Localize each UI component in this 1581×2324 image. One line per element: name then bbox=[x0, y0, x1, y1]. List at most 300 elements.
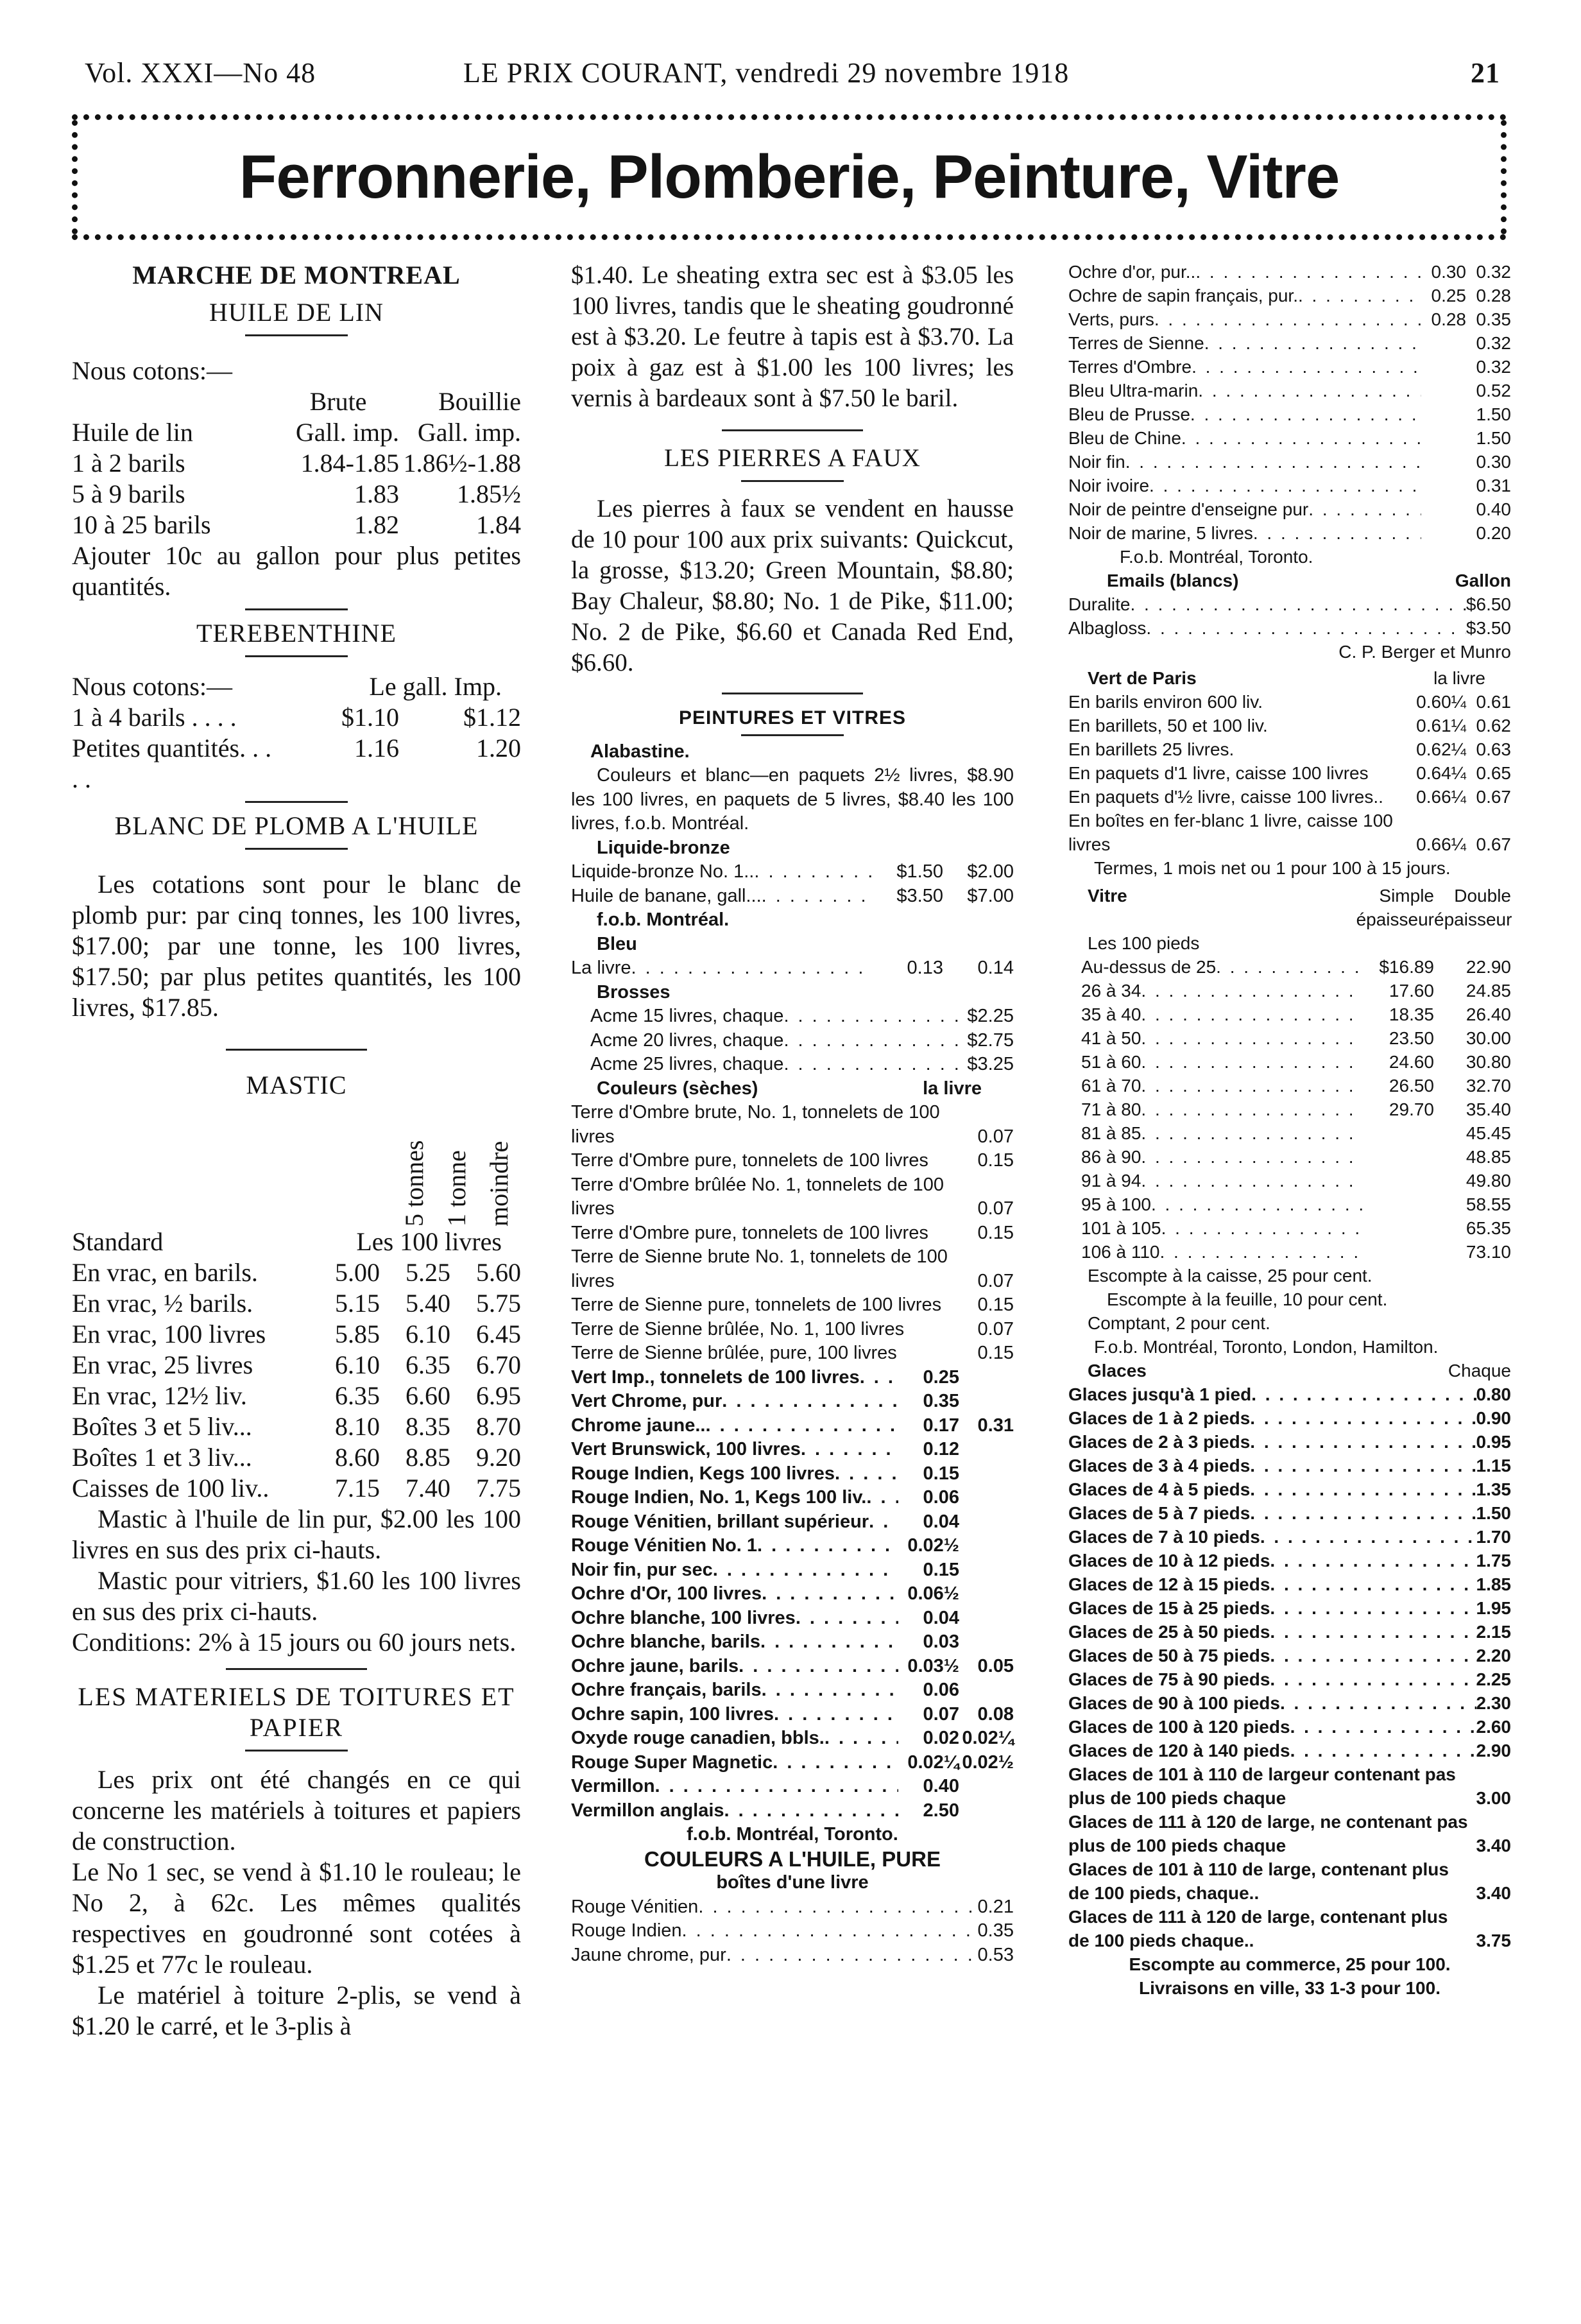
colour-price-row bbox=[1068, 284, 1511, 307]
huile-heading: HUILE DE LIN bbox=[209, 298, 384, 327]
item-price: 6.45 bbox=[476, 1320, 521, 1348]
couleur-row bbox=[571, 1655, 1014, 1679]
huile-row bbox=[72, 479, 521, 510]
dot-leader bbox=[1216, 955, 1363, 979]
column-3 bbox=[1068, 260, 1511, 2000]
item-price: 6.60 bbox=[406, 1381, 450, 1410]
email-row bbox=[1068, 592, 1511, 616]
item-price: 35.40 bbox=[1466, 1099, 1511, 1119]
item-price: 7.75 bbox=[476, 1474, 521, 1502]
item-price: 0.64¼ bbox=[1416, 763, 1466, 783]
terebenthine-row bbox=[72, 702, 521, 733]
colour-price-row bbox=[1068, 426, 1511, 450]
publication-title: LE PRIX COURANT, vendredi 29 novembre 1918 bbox=[463, 57, 1070, 89]
item-label: 26 à 34 bbox=[1081, 981, 1141, 1001]
item-label: Jaune chrome, pur bbox=[571, 1944, 726, 1965]
item-price: 8.70 bbox=[476, 1412, 521, 1441]
item-price: 0.40 bbox=[1476, 499, 1511, 519]
item-label: 91 à 94 bbox=[1081, 1171, 1141, 1191]
item-price: 0.32 bbox=[1476, 357, 1511, 377]
item-price bbox=[1421, 331, 1466, 355]
item-label: Rouge Vénitien No. 1 bbox=[571, 1535, 758, 1556]
glace-row bbox=[1068, 1905, 1511, 1952]
item-price: 0.08 bbox=[977, 1703, 1014, 1725]
mastic-row bbox=[72, 1442, 521, 1473]
item-price: 0.67 bbox=[1476, 834, 1511, 854]
vitre-row bbox=[1068, 1097, 1511, 1121]
couleurs2-table bbox=[571, 1366, 1014, 1823]
item-price: 49.80 bbox=[1466, 1171, 1511, 1191]
section-title: Ferronnerie, Plomberie, Peinture, Vitre bbox=[239, 142, 1340, 211]
email-row bbox=[1068, 616, 1511, 640]
item-label: Glaces de 7 à 10 pieds bbox=[1068, 1527, 1260, 1547]
dot-leader bbox=[739, 1655, 898, 1679]
couleur-row bbox=[571, 1341, 1014, 1366]
huile-pure-row bbox=[571, 1919, 1014, 1943]
item-price: 0.35 bbox=[977, 1920, 1014, 1941]
item-label: 86 à 90 bbox=[1081, 1147, 1141, 1167]
dot-leader bbox=[1270, 1572, 1476, 1596]
item-price bbox=[959, 1366, 1014, 1390]
mastic-table bbox=[72, 1105, 521, 1504]
item-label: Rouge Indien, No. 1, Kegs 100 liv. bbox=[571, 1487, 867, 1508]
item-price: 5.25 bbox=[406, 1258, 450, 1287]
item-price: 0.03 bbox=[923, 1631, 959, 1652]
couleur-row bbox=[571, 1630, 1014, 1655]
huile-row bbox=[72, 448, 521, 479]
item-label: Boîtes 1 et 3 liv... bbox=[72, 1443, 252, 1472]
couleur-row bbox=[571, 1462, 1014, 1486]
glace-row bbox=[1068, 1501, 1511, 1525]
couleur-row bbox=[571, 1799, 1014, 1823]
item-label: Ochre blanche, barils bbox=[571, 1631, 760, 1652]
item-price bbox=[959, 1510, 1014, 1535]
dot-leader bbox=[762, 884, 873, 909]
item-price bbox=[1363, 1216, 1434, 1240]
item-price bbox=[1421, 450, 1466, 474]
dot-leader bbox=[754, 860, 873, 884]
item-label: Acme 20 livres, chaque bbox=[590, 1029, 784, 1051]
vitre-row bbox=[1068, 979, 1511, 1003]
item-price: 1.35 bbox=[1476, 1479, 1511, 1499]
item-price: 0.06½ bbox=[907, 1583, 959, 1604]
item-price bbox=[1363, 1145, 1434, 1169]
item-price: 0.07 bbox=[923, 1703, 959, 1725]
item-price bbox=[959, 1630, 1014, 1655]
mastic-column-headers: 5 tonnes 1 tonne moindre bbox=[400, 1140, 513, 1227]
glace-row bbox=[1068, 1596, 1511, 1620]
item-price: 5.75 bbox=[476, 1289, 521, 1318]
item-price: 0.17 bbox=[923, 1415, 959, 1436]
item-label: En barils environ 600 liv. bbox=[1068, 692, 1263, 712]
item-label: Verts, purs bbox=[1068, 309, 1154, 329]
item-price: 0.53 bbox=[977, 1944, 1014, 1965]
item-price: 32.70 bbox=[1466, 1076, 1511, 1096]
vitre-hdr: Vitre Simple épaisseur Double épaisseur bbox=[1088, 886, 1512, 929]
glace-row bbox=[1068, 1620, 1511, 1644]
item-price: 0.15 bbox=[923, 1559, 959, 1580]
mastic-p1: Mastic à l'huile de lin pur, $2.00 les 100 livres en sus des prix ci-hauts. bbox=[72, 1504, 521, 1564]
item-label: Glaces de 101 à 110 de largeur contenant pas plus de 100 pieds chaque bbox=[1068, 1764, 1456, 1808]
item-price: 1.83 bbox=[354, 479, 399, 508]
item-price bbox=[1421, 402, 1466, 426]
glace-row bbox=[1068, 1644, 1511, 1667]
terebenthine-hdr: Nous cotons:— Le gall. Imp. bbox=[72, 672, 502, 701]
item-label: Rouge Indien, Kegs 100 livres bbox=[571, 1463, 835, 1484]
item-label: Glaces de 15 à 25 pieds bbox=[1068, 1598, 1270, 1618]
divider bbox=[245, 334, 348, 336]
item-price: 30.00 bbox=[1466, 1028, 1511, 1048]
item-label: Glaces de 50 à 75 pieds bbox=[1068, 1646, 1270, 1666]
item-price: 8.35 bbox=[406, 1412, 450, 1441]
item-price: 8.60 bbox=[335, 1443, 380, 1472]
item-label: 95 à 100 bbox=[1081, 1194, 1151, 1214]
item-price: 1.85½ bbox=[457, 479, 521, 508]
item-price: 2.90 bbox=[1476, 1741, 1511, 1760]
item-label: Vermillon anglais bbox=[571, 1800, 724, 1821]
item-price: 0.62¼ bbox=[1416, 739, 1466, 759]
item-label: Ochre d'Or, 100 livres bbox=[571, 1583, 762, 1604]
item-price: 2.30 bbox=[1476, 1693, 1511, 1713]
livraisons: Livraisons en ville, 33 1-3 pour 100. bbox=[1139, 1978, 1440, 1998]
item-price: 0.25 bbox=[1431, 286, 1466, 306]
couleurs-table bbox=[571, 1101, 1014, 1366]
colour-price-row bbox=[1068, 260, 1511, 284]
item-label: Terre de Sienne pure, tonnelets de 100 livres bbox=[571, 1295, 942, 1315]
mastic-row bbox=[72, 1381, 521, 1411]
colour-price-row bbox=[1068, 331, 1511, 355]
item-label: Boîtes 3 et 5 liv... bbox=[72, 1412, 252, 1441]
item-label: Glaces de 111 à 120 de large, contenant plus de 100 pieds chaque.. bbox=[1068, 1907, 1448, 1950]
item-price: 0.62 bbox=[1476, 716, 1511, 736]
dot-leader bbox=[1141, 1121, 1363, 1145]
item-label: Noir de peintre d'enseigne pur bbox=[1068, 499, 1309, 519]
vert-row bbox=[1068, 690, 1511, 714]
item-price: 1.50 bbox=[1476, 428, 1511, 448]
vitre-row bbox=[1068, 1026, 1511, 1050]
item-price: 0.04 bbox=[923, 1607, 959, 1628]
item-label: Vert Brunswick, 100 livres bbox=[571, 1439, 801, 1459]
colour-price-row bbox=[1068, 402, 1511, 426]
item-price: 0.60¼ bbox=[1416, 692, 1466, 712]
dot-leader bbox=[801, 1438, 898, 1462]
page-number: 21 bbox=[1471, 57, 1500, 89]
item-label: En vrac, en barils. bbox=[72, 1258, 258, 1287]
item-label: Glaces de 2 à 3 pieds bbox=[1068, 1432, 1251, 1452]
item-price: 2.60 bbox=[1476, 1717, 1511, 1737]
couleur-row bbox=[571, 1245, 1014, 1293]
colour-prices bbox=[1068, 260, 1511, 545]
fob-label: f.o.b. Montréal. bbox=[597, 909, 730, 930]
dot-leader bbox=[1151, 1192, 1363, 1216]
item-price: 0.80 bbox=[1476, 1384, 1511, 1404]
vitre-row bbox=[1068, 1192, 1511, 1216]
item-price: $1.12 bbox=[463, 703, 521, 732]
dot-leader bbox=[1154, 307, 1421, 331]
item-price: 1.20 bbox=[476, 734, 521, 762]
item-label: Acme 15 livres, chaque bbox=[590, 1006, 784, 1026]
emails-hdr: Emails (blancs) Gallon bbox=[1107, 571, 1511, 590]
item-price: 24.60 bbox=[1389, 1052, 1434, 1072]
mastic-row bbox=[72, 1411, 521, 1442]
divider bbox=[245, 1750, 348, 1752]
item-price: 5.85 bbox=[335, 1320, 380, 1348]
item-label: Glaces de 4 à 5 pieds bbox=[1068, 1479, 1251, 1499]
item-price: 1.86½-1.88 bbox=[403, 449, 521, 478]
couleur-row bbox=[571, 1534, 1014, 1558]
item-label: Noir de marine, 5 livres bbox=[1068, 523, 1253, 543]
item-price bbox=[1363, 1192, 1434, 1216]
vitre-row bbox=[1068, 1050, 1511, 1074]
item-price: 2.25 bbox=[1476, 1669, 1511, 1689]
dot-leader bbox=[1146, 616, 1466, 640]
dot-leader bbox=[1290, 1715, 1476, 1739]
divider bbox=[226, 1668, 367, 1670]
dot-leader bbox=[1270, 1667, 1476, 1691]
vitre-table bbox=[1068, 955, 1511, 1264]
item-label: Glaces de 12 à 15 pieds bbox=[1068, 1574, 1270, 1594]
item-price: 0.65 bbox=[1476, 763, 1511, 783]
dot-leader bbox=[1280, 1691, 1476, 1715]
item-label: Bleu Ultra-marin bbox=[1068, 381, 1199, 400]
item-label: En vrac, 12½ liv. bbox=[72, 1381, 247, 1410]
item-price: 6.35 bbox=[335, 1381, 380, 1410]
item-price: 1.75 bbox=[1476, 1551, 1511, 1571]
item-label: Vert Chrome, pur bbox=[571, 1391, 722, 1411]
dot-leader bbox=[631, 956, 873, 981]
item-label: 106 à 110 bbox=[1081, 1242, 1160, 1262]
huile-intro: Nous cotons:— bbox=[72, 356, 232, 385]
dot-leader bbox=[1260, 1525, 1476, 1549]
termes: Termes, 1 mois net ou 1 pour 100 à 15 jours. bbox=[1094, 858, 1451, 878]
dot-leader bbox=[783, 1004, 967, 1029]
item-label: Ochre blanche, 100 livres bbox=[571, 1607, 796, 1628]
huile-pure-table bbox=[571, 1895, 1014, 1968]
item-price: 0.07 bbox=[977, 1270, 1014, 1291]
item-label: 101 à 105 bbox=[1081, 1218, 1161, 1238]
item-label: En barillets, 50 et 100 liv. bbox=[1068, 716, 1268, 736]
item-price bbox=[1421, 426, 1466, 450]
dot-leader bbox=[706, 1414, 899, 1438]
item-label: En vrac, 25 livres bbox=[72, 1350, 253, 1379]
item-label: Petites quantités. . . . . bbox=[72, 734, 272, 793]
item-label: 81 à 85 bbox=[1081, 1123, 1141, 1143]
escompte-feuille: Escompte à la feuille, 10 pour cent. bbox=[1107, 1289, 1388, 1309]
dot-leader bbox=[1195, 260, 1421, 284]
item-label: Rouge Vénitien, brillant supérieur bbox=[571, 1511, 869, 1532]
item-price: 29.70 bbox=[1389, 1099, 1434, 1119]
couleur-row bbox=[571, 1293, 1014, 1318]
dot-leader bbox=[760, 1630, 898, 1655]
dot-leader bbox=[1253, 521, 1421, 545]
item-label: Au-dessus de 25 bbox=[1081, 957, 1217, 977]
item-label: Rouge Indien bbox=[571, 1920, 682, 1941]
dot-leader bbox=[1270, 1596, 1476, 1620]
item-price bbox=[1363, 1169, 1434, 1192]
dot-leader bbox=[698, 1895, 977, 1920]
item-label: En barillets 25 livres. bbox=[1068, 739, 1235, 759]
item-price: 0.52 bbox=[1476, 381, 1511, 400]
couleur-row bbox=[571, 1678, 1014, 1703]
dot-leader bbox=[762, 1678, 898, 1703]
item-price: 1.84 bbox=[476, 510, 521, 539]
page-header bbox=[72, 56, 1509, 91]
mastic-row bbox=[72, 1350, 521, 1381]
dot-leader bbox=[726, 1943, 978, 1968]
colour-price-row bbox=[1068, 355, 1511, 379]
dot-leader bbox=[722, 1390, 898, 1414]
item-label: Glaces de 25 à 50 pieds bbox=[1068, 1622, 1270, 1642]
dot-leader bbox=[1290, 1739, 1476, 1762]
item-label: 35 à 40 bbox=[1081, 1004, 1141, 1024]
glace-row bbox=[1068, 1572, 1511, 1596]
item-price: $1.50 bbox=[896, 861, 943, 882]
item-price bbox=[959, 1582, 1014, 1606]
dot-leader bbox=[724, 1799, 898, 1823]
item-price: 6.95 bbox=[476, 1381, 521, 1410]
item-label: Vert Imp., tonnelets de 100 livres bbox=[571, 1366, 860, 1388]
item-price: 0.03½ bbox=[907, 1655, 959, 1676]
item-price: 3.75 bbox=[1476, 1931, 1511, 1950]
vitre-sub: Les 100 pieds bbox=[1088, 933, 1200, 953]
dot-leader bbox=[1141, 1097, 1363, 1121]
materiels-continued: $1.40. Le sheating extra sec est à $3.05 les 100 livres, tandis que le sheating goudronné est à $3.20. Le feutre à tapis est à $3.70. La poix à gaz est à $1.00 les 100 livres; les vernis à bardeaux sont à $7.50 le baril. bbox=[571, 261, 1014, 412]
column-1 bbox=[72, 260, 521, 2042]
item-price: 73.10 bbox=[1466, 1242, 1511, 1262]
item-label: Terre d'Ombre pure, tonnelets de 100 livres bbox=[571, 1222, 928, 1243]
item-price: 0.95 bbox=[1476, 1432, 1511, 1452]
item-label: 41 à 50 bbox=[1081, 1028, 1141, 1048]
item-label: Caisses de 100 liv.. bbox=[72, 1474, 269, 1502]
item-price: $3.25 bbox=[967, 1054, 1014, 1074]
item-label: Noir fin, pur sec bbox=[571, 1559, 713, 1580]
vert-row bbox=[1068, 761, 1511, 785]
glace-row bbox=[1068, 1382, 1511, 1406]
dot-leader bbox=[1130, 592, 1466, 616]
item-label: Terre d'Ombre brûlée No. 1, tonnelets de 100 livres bbox=[571, 1174, 944, 1219]
item-label: Vermillon bbox=[571, 1776, 655, 1796]
item-price: $2.75 bbox=[967, 1029, 1014, 1051]
divider bbox=[245, 801, 348, 803]
item-price: 0.32 bbox=[1476, 333, 1511, 353]
dot-leader bbox=[1141, 1003, 1363, 1026]
dot-leader bbox=[1270, 1644, 1476, 1667]
divider bbox=[245, 848, 348, 850]
item-price: 24.85 bbox=[1466, 981, 1511, 1001]
divider bbox=[722, 693, 863, 694]
item-price: 2.20 bbox=[1476, 1646, 1511, 1666]
item-price: $3.50 bbox=[1466, 618, 1511, 638]
glaces-table bbox=[1068, 1382, 1511, 1762]
item-price bbox=[959, 1486, 1014, 1510]
terebenthine-row bbox=[72, 733, 521, 795]
dot-leader bbox=[757, 1534, 898, 1558]
item-price: 0.14 bbox=[977, 958, 1014, 978]
vert-table bbox=[1068, 690, 1511, 856]
item-price: $7.00 bbox=[967, 885, 1014, 906]
item-price: 6.10 bbox=[406, 1320, 450, 1348]
fob-label-2: f.o.b. Montréal, Toronto. bbox=[687, 1824, 898, 1845]
item-price: 0.15 bbox=[977, 1222, 1014, 1243]
dot-leader bbox=[682, 1919, 978, 1943]
item-label: Huile de banane, gall... bbox=[571, 885, 762, 906]
glace-row bbox=[1068, 1667, 1511, 1691]
huile-table bbox=[72, 448, 521, 540]
item-label: Rouge Vénitien bbox=[571, 1896, 699, 1917]
item-label: Rouge Super Magnetic bbox=[571, 1752, 773, 1773]
item-price: 23.50 bbox=[1389, 1028, 1434, 1048]
dot-leader bbox=[1161, 1216, 1363, 1240]
item-label: 5 à 9 barils bbox=[72, 479, 185, 508]
couleur-row bbox=[571, 1751, 1014, 1775]
dot-leader bbox=[713, 1558, 898, 1583]
item-price: $1.10 bbox=[341, 703, 399, 732]
glace-row bbox=[1068, 1477, 1511, 1501]
item-price: 0.67 bbox=[1476, 787, 1511, 807]
pierres-text: Les pierres à faux se vendent en hausse de 10 pour 100 aux prix suivants: Quickcut, la grosse, $13.20; Green Mountain, $8.80; Bay Chaleur, $8.80; No. 1 de Pike, $11.00; No. 2 de Pike, $6.60 et Canada Red End, $6.60. bbox=[571, 495, 1014, 676]
dot-leader bbox=[1250, 1430, 1476, 1454]
glace-row bbox=[1068, 1739, 1511, 1762]
liquide-table bbox=[571, 860, 1014, 908]
couleur-row bbox=[571, 1101, 1014, 1149]
item-label: Ochre de sapin français, pur. bbox=[1068, 286, 1298, 306]
item-price: 0.04 bbox=[923, 1511, 959, 1532]
item-price: $2.00 bbox=[967, 861, 1014, 882]
item-price: 5.00 bbox=[335, 1258, 380, 1287]
glace-row bbox=[1068, 1762, 1511, 1810]
item-price: 26.40 bbox=[1466, 1004, 1511, 1024]
liquide-row bbox=[571, 884, 1014, 909]
brosses-row bbox=[571, 1029, 1014, 1053]
item-price: 3.40 bbox=[1476, 1836, 1511, 1855]
dot-leader bbox=[1141, 1074, 1363, 1097]
item-label: Duralite bbox=[1068, 594, 1131, 614]
item-label: Bleu de Prusse bbox=[1068, 404, 1190, 424]
dot-leader bbox=[866, 1486, 898, 1510]
item-price: 0.20 bbox=[1476, 523, 1511, 543]
item-price: 0.07 bbox=[977, 1318, 1014, 1339]
dot-leader bbox=[1198, 379, 1421, 402]
glace-row bbox=[1068, 1406, 1511, 1430]
dot-leader bbox=[1190, 402, 1421, 426]
item-price: 5.40 bbox=[406, 1289, 450, 1318]
materiels-p1: Les prix ont été changés en ce qui concerne les matériels à toitures et papiers de construction. bbox=[72, 1765, 521, 1855]
mastic-row bbox=[72, 1257, 521, 1288]
blanc-heading: BLANC DE PLOMB A L'HUILE bbox=[114, 811, 479, 840]
dot-leader bbox=[1192, 355, 1421, 379]
couleur-row bbox=[571, 1775, 1014, 1799]
glaces-long-table bbox=[1068, 1762, 1511, 1952]
vert-row bbox=[1068, 809, 1511, 856]
comptant: Comptant, 2 pour cent. bbox=[1088, 1313, 1270, 1333]
item-label: Oxyde rouge canadien, bbls. bbox=[571, 1728, 825, 1748]
dot-leader bbox=[655, 1775, 898, 1799]
item-price: 0.06 bbox=[923, 1680, 959, 1700]
couleur-row bbox=[571, 1221, 1014, 1246]
item-price: 0.02¼ bbox=[962, 1728, 1014, 1748]
brosses-row bbox=[571, 1004, 1014, 1029]
item-price: 0.90 bbox=[1476, 1408, 1511, 1428]
brosses-row bbox=[571, 1053, 1014, 1077]
item-label: Ochre d'or, pur.. bbox=[1068, 262, 1196, 282]
dot-leader bbox=[796, 1606, 898, 1631]
item-price bbox=[959, 1390, 1014, 1414]
item-price: 0.63 bbox=[1476, 739, 1511, 759]
pierres-heading: LES PIERRES A FAUX bbox=[664, 444, 921, 472]
item-price: 1.82 bbox=[354, 510, 399, 539]
huile-pure-row bbox=[571, 1895, 1014, 1920]
item-price bbox=[1421, 355, 1466, 379]
